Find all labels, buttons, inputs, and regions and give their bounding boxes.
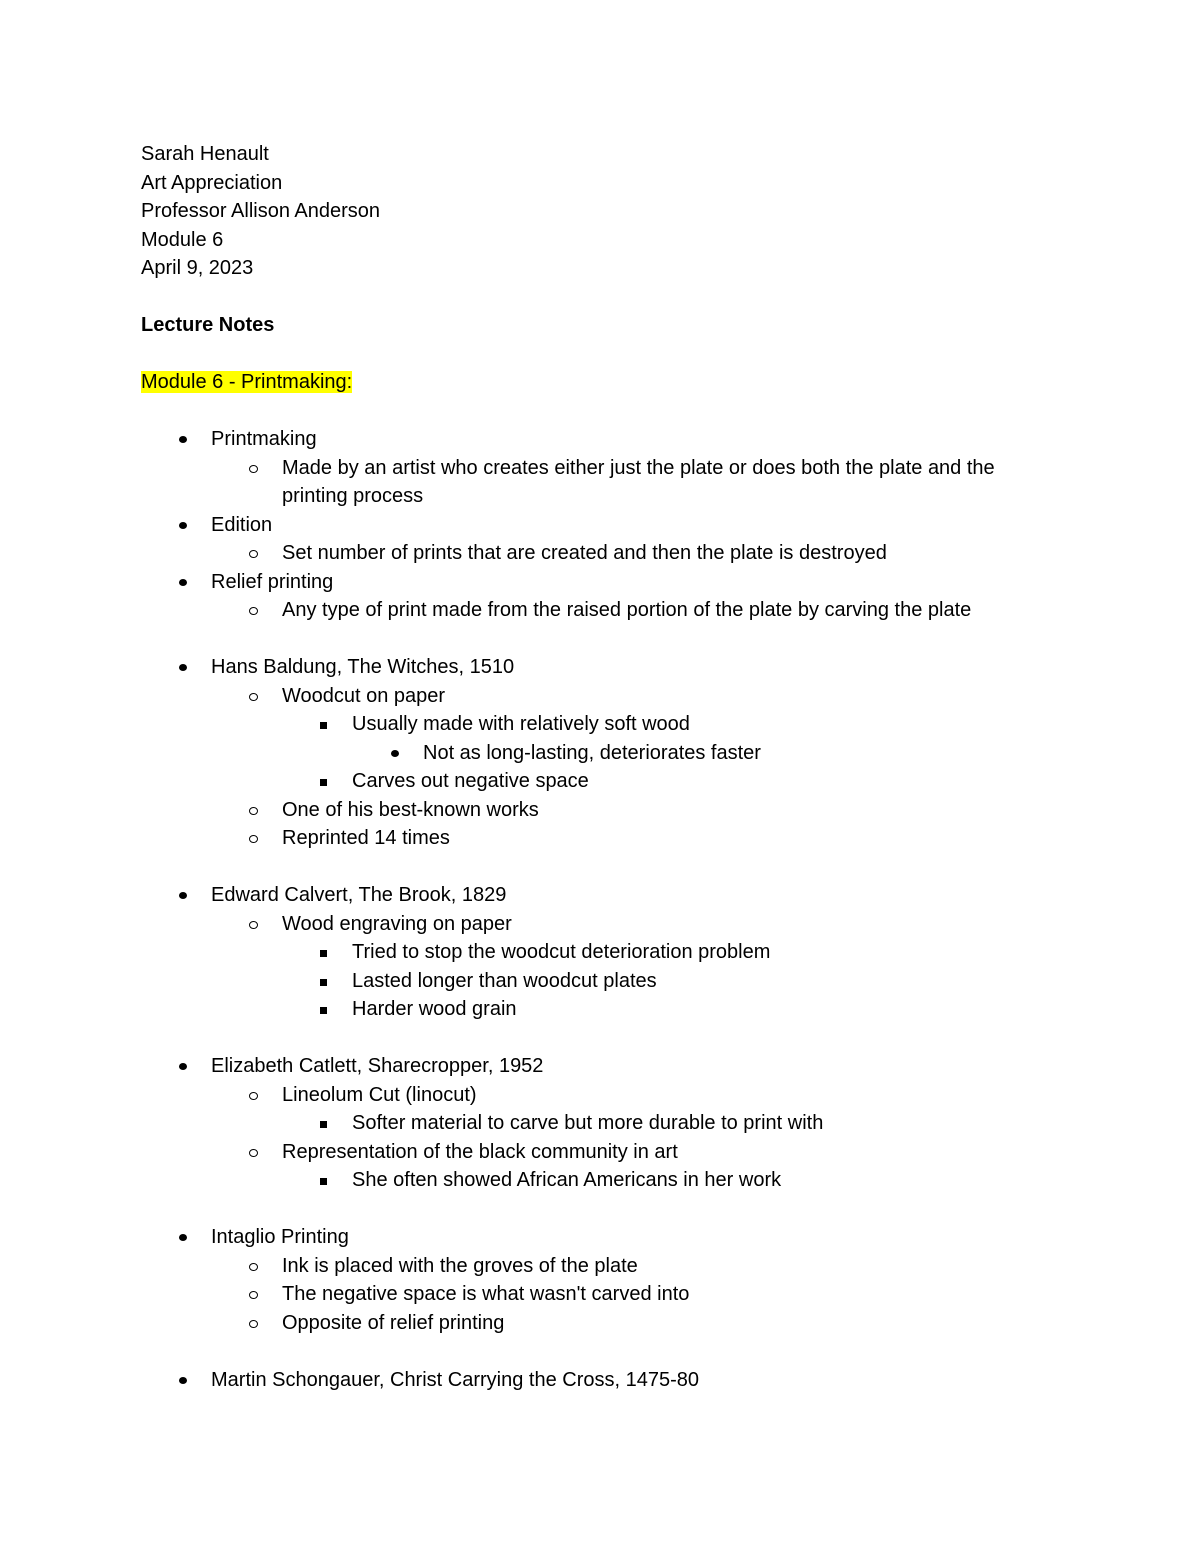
- list-item: [141, 1280, 1061, 1309]
- list-item-text: Elizabeth Catlett, Sharecropper, 1952: [211, 1055, 544, 1077]
- list-item: [141, 710, 1061, 739]
- list-item: [141, 539, 1061, 568]
- module-label: Module 6: [141, 228, 224, 251]
- list-item-text: Reprinted 14 times: [282, 827, 450, 849]
- author-name: Sarah Henault: [141, 143, 269, 165]
- section-title: Lecture Notes: [141, 314, 275, 336]
- list-item-text: Softer material to carve but more durable to print with: [352, 1112, 824, 1134]
- list-item-text: Set number of prints that are created and then the plate is destroyed: [282, 542, 887, 564]
- list-item-text: Not as long-lasting, deteriorates faster: [423, 741, 761, 764]
- list-item-text: Edward Calvert, The Brook, 1829: [211, 884, 507, 906]
- professor-name: Professor Allison Anderson: [141, 200, 381, 222]
- list-item-text: Ink is placed with the groves of the plate: [282, 1254, 638, 1277]
- list-item: [141, 1309, 1061, 1338]
- document-page: [141, 140, 1061, 1394]
- list-item-text: Carves out negative space: [352, 770, 589, 792]
- list-item: [141, 967, 1061, 996]
- list-item: [141, 824, 1061, 853]
- list-item: [141, 653, 1061, 682]
- list-item: [141, 995, 1061, 1024]
- list-item: [141, 511, 1061, 540]
- list-item: [141, 425, 1061, 454]
- list-item: [141, 1223, 1061, 1252]
- list-item-text: Relief printing: [211, 570, 334, 593]
- list-item: [141, 568, 1061, 597]
- list-item: [141, 739, 1061, 768]
- list-item-text: Wood engraving on paper: [282, 912, 512, 935]
- list-item: [141, 910, 1061, 939]
- list-item-text: Opposite of relief printing: [282, 1311, 505, 1334]
- list-item-text: Lasted longer than woodcut plates: [352, 969, 657, 992]
- list-item-text: Representation of the black community in art: [282, 1140, 678, 1163]
- list-item-text: Martin Schongauer, Christ Carrying the Cross, 1475-80: [211, 1368, 700, 1391]
- list-item: [141, 1109, 1061, 1138]
- list-item: [141, 881, 1061, 910]
- list-item-text: Hans Baldung, The Witches, 1510: [211, 656, 515, 678]
- list-item-text: Made by an artist who creates either just the plate or does both the plate and the printing process: [282, 456, 995, 507]
- list-item-text: Tried to stop the woodcut deterioration problem: [352, 941, 771, 963]
- list-item-text: Edition: [211, 513, 273, 536]
- course-name: Art Appreciation: [141, 171, 283, 194]
- list-item: [141, 1166, 1061, 1195]
- list-item: [141, 1052, 1061, 1081]
- list-item-text: The negative space is what wasn't carved into: [282, 1283, 690, 1305]
- list-item-text: Woodcut on paper: [282, 684, 446, 707]
- list-item: [141, 1366, 1061, 1395]
- list-item-text: Printmaking: [211, 428, 317, 450]
- list-item-text: She often showed African Americans in her work: [352, 1169, 782, 1191]
- list-item-text: Usually made with relatively soft wood: [352, 713, 690, 735]
- list-item-text: Intaglio Printing: [211, 1226, 349, 1248]
- list-item: [141, 938, 1061, 967]
- list-item-text: Lineolum Cut (linocut): [282, 1083, 477, 1106]
- list-item: [141, 596, 1061, 625]
- list-item: [141, 1138, 1061, 1167]
- list-item-text: Harder wood grain: [352, 998, 517, 1020]
- list-item-text: One of his best-known works: [282, 798, 539, 821]
- list-item: [141, 454, 1061, 511]
- list-item: [141, 796, 1061, 825]
- document-date: April 9, 2023: [141, 257, 254, 279]
- list-item: [141, 767, 1061, 796]
- list-item: [141, 1081, 1061, 1110]
- module-heading: Module 6 - Printmaking:: [141, 371, 353, 393]
- list-item-text: Any type of print made from the raised portion of the plate by carving the plate: [282, 599, 972, 621]
- list-item: [141, 682, 1061, 711]
- list-item: [141, 1252, 1061, 1281]
